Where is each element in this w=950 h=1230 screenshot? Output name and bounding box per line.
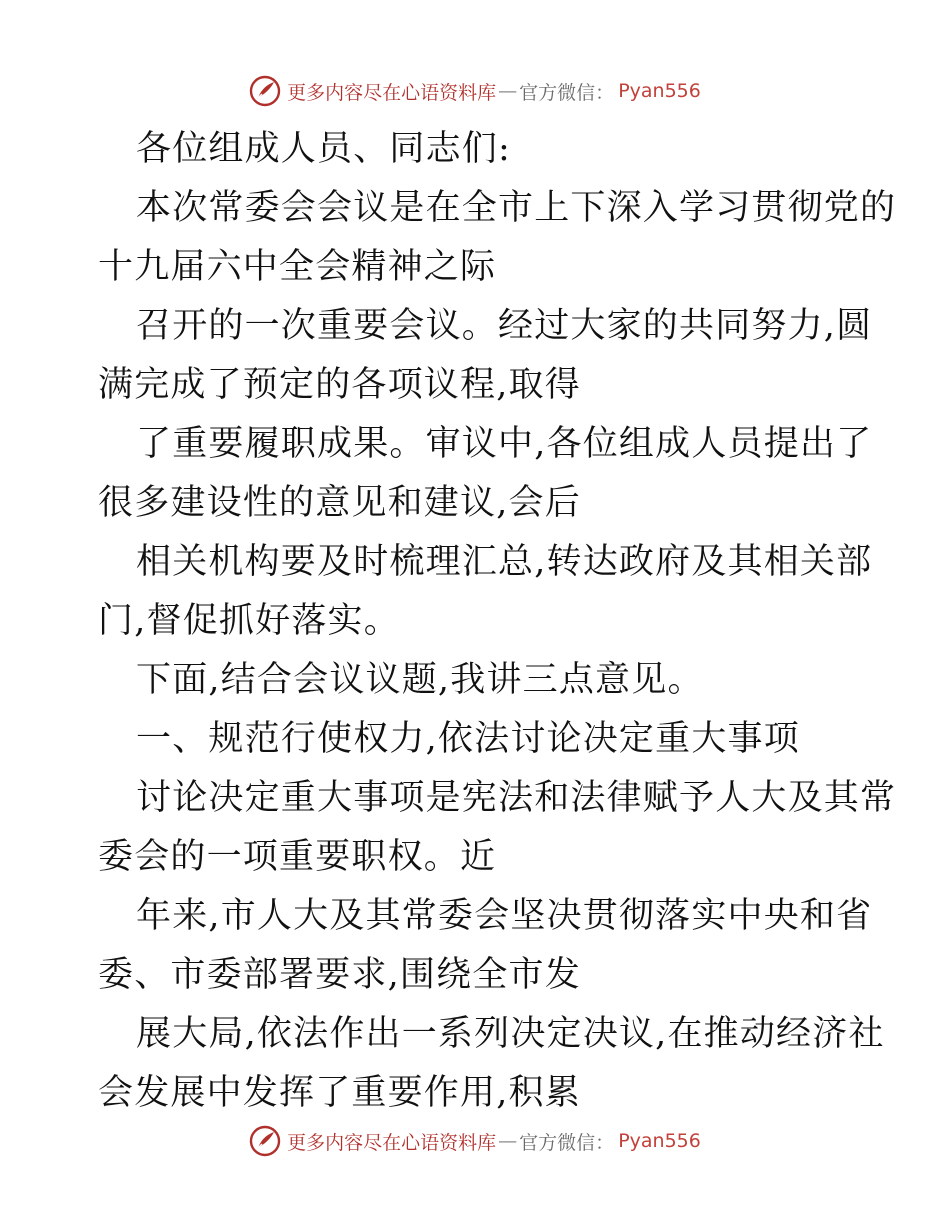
text-line: 十九届六中全会精神之际 [98, 247, 497, 287]
watermark-wechat-id: Pyan556 [618, 80, 701, 102]
text-line: 门,督促抓好落实。 [98, 601, 400, 641]
text-line: 委、市委部署要求,围绕全市发 [98, 955, 581, 995]
text-line: 委会的一项重要职权。近 [98, 837, 497, 877]
text-line: 展大局,依法作出一系列决定决议,在推动经济社 [136, 1014, 885, 1054]
text-line: 年来,市人大及其常委会坚决贯彻落实中央和省 [136, 896, 873, 936]
watermark-dash: — [498, 1130, 518, 1152]
text-line: 相关机构要及时梳理汇总,转达政府及其相关部 [136, 542, 873, 582]
text-line: 满完成了预定的各项议程,取得 [98, 365, 581, 405]
watermark-brand: 更多内容尽在心语资料库 [287, 81, 497, 104]
document-body [98, 120, 897, 1123]
text-line: 各位组成人员、同志们: [136, 129, 511, 169]
watermark-dash: — [498, 80, 518, 102]
quill-pen-logo-icon [249, 1125, 281, 1157]
text-line: 下面,结合会议议题,我讲三点意见。 [136, 660, 704, 700]
section-heading: 一、规范行使权力,依法讨论决定重大事项 [136, 719, 800, 759]
text-line: 本次常委会会议是在全市上下深入学习贯彻党的 [136, 188, 897, 228]
text-line: 了重要履职成果。审议中,各位组成人员提出了 [136, 424, 873, 464]
footer-watermark [0, 1124, 950, 1158]
text-line: 很多建设性的意见和建议,会后 [98, 483, 581, 523]
text-line: 会发展中发挥了重要作用,积累 [98, 1073, 581, 1113]
watermark-official-label: 官方微信： [519, 1131, 615, 1154]
text-line: 讨论决定重大事项是宪法和法律赋予人大及其常 [136, 778, 897, 818]
watermark-brand: 更多内容尽在心语资料库 [287, 1131, 497, 1154]
watermark-official-label: 官方微信： [519, 81, 615, 104]
text-line: 召开的一次重要会议。经过大家的共同努力,圆 [136, 306, 873, 346]
watermark-wechat-id: Pyan556 [618, 1130, 701, 1152]
quill-pen-logo-icon [249, 75, 281, 107]
header-watermark [0, 74, 950, 108]
